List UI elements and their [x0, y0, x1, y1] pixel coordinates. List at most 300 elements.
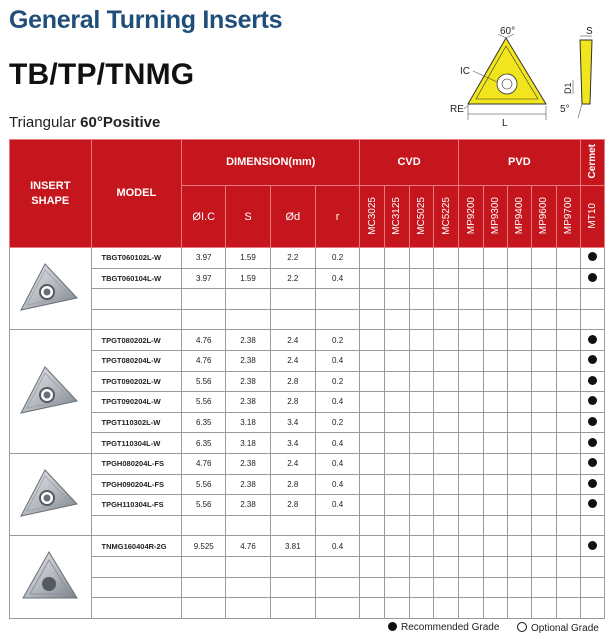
table-row	[10, 248, 605, 269]
insert-shape-cell	[10, 536, 92, 618]
grade-cell	[532, 309, 556, 330]
header-grade-mc3025: MC3025	[360, 186, 385, 248]
header-dim-1: S	[226, 186, 270, 248]
tbgt-insert-icon	[15, 258, 85, 318]
table-row	[10, 515, 605, 536]
grade-cell	[556, 536, 580, 557]
recommended-dot-icon	[588, 376, 597, 385]
recommended-dot-icon	[588, 252, 597, 261]
grade-cell	[360, 556, 385, 577]
header-dimension: DIMENSION(mm)	[182, 140, 360, 186]
model-cell: TBGT060104L-W	[91, 268, 182, 289]
dim-s-cell: 1.59	[226, 268, 270, 289]
grade-cell	[458, 453, 483, 474]
model-cell: TPGH090204L-FS	[91, 474, 182, 495]
dim-d-cell	[270, 577, 315, 598]
grade-cell	[384, 474, 409, 495]
grade-mt10-cell	[580, 577, 604, 598]
grade-mt10-cell	[580, 495, 604, 516]
dim-ic-cell	[182, 556, 226, 577]
model-cell	[91, 515, 182, 536]
model-cell: TPGH110304L-FS	[91, 495, 182, 516]
grade-cell	[532, 474, 556, 495]
grade-cell	[384, 309, 409, 330]
grade-cell	[556, 371, 580, 392]
dim-r-cell	[315, 577, 359, 598]
grade-cell	[384, 577, 409, 598]
header-dim-0: ØI.C	[182, 186, 226, 248]
grade-cell	[484, 536, 508, 557]
grade-mt10-cell	[580, 248, 604, 269]
dim-s-cell: 2.38	[226, 330, 270, 351]
table-row	[10, 495, 605, 516]
tpgt-insert-icon	[15, 361, 85, 421]
grade-mt10-cell	[580, 268, 604, 289]
grade-cell	[360, 392, 385, 413]
grade-cell	[458, 392, 483, 413]
grade-cell	[458, 577, 483, 598]
grade-mt10-cell	[580, 598, 604, 619]
grade-cell	[384, 268, 409, 289]
grade-cell	[384, 350, 409, 371]
dim-s-cell	[226, 309, 270, 330]
dim-d-cell	[270, 289, 315, 310]
dim-s-cell: 3.18	[226, 433, 270, 454]
grade-cell	[409, 433, 434, 454]
grade-cell	[360, 577, 385, 598]
recommended-dot-icon	[588, 438, 597, 447]
header-grade-mp9600: MP9600	[532, 186, 556, 248]
grade-cell	[532, 598, 556, 619]
grade-cell	[360, 515, 385, 536]
grade-cell	[532, 248, 556, 269]
grade-cell	[556, 248, 580, 269]
grade-cell	[484, 556, 508, 577]
dim-d-cell	[270, 515, 315, 536]
grade-cell	[458, 474, 483, 495]
grade-cell	[508, 556, 532, 577]
grade-cell	[409, 577, 434, 598]
grade-cell	[532, 433, 556, 454]
optional-ring-icon	[517, 622, 527, 632]
grade-cell	[556, 350, 580, 371]
table-row	[10, 350, 605, 371]
dim-d-cell: 2.8	[270, 392, 315, 413]
grade-cell	[458, 495, 483, 516]
grade-cell	[484, 515, 508, 536]
grade-cell	[458, 412, 483, 433]
grade-cell	[360, 268, 385, 289]
recommended-dot-icon	[588, 355, 597, 364]
recommended-dot-icon	[588, 458, 597, 467]
grade-cell	[360, 536, 385, 557]
model-cell	[91, 577, 182, 598]
model-cell: TPGT080202L-W	[91, 330, 182, 351]
grade-cell	[458, 309, 483, 330]
grade-cell	[434, 350, 459, 371]
dim-d-cell: 2.8	[270, 495, 315, 516]
recommended-dot-icon	[588, 417, 597, 426]
dim-r-cell: 0.4	[315, 350, 359, 371]
recommended-dot-icon	[588, 499, 597, 508]
grade-cell	[434, 536, 459, 557]
grade-mt10-cell	[580, 289, 604, 310]
table-row	[10, 577, 605, 598]
table-row	[10, 598, 605, 619]
header-cvd: CVD	[360, 140, 459, 186]
grade-cell	[409, 536, 434, 557]
grade-cell	[484, 371, 508, 392]
dim-r-cell: 0.4	[315, 392, 359, 413]
table-row	[10, 453, 605, 474]
grade-cell	[508, 474, 532, 495]
grade-cell	[434, 598, 459, 619]
header-pvd: PVD	[458, 140, 580, 186]
model-cell: TNMG160404R-2G	[91, 536, 182, 557]
grade-cell	[556, 433, 580, 454]
category-title: General Turning Inserts	[9, 6, 283, 34]
dim-d-cell: 2.4	[270, 350, 315, 371]
dim-ic-cell: 9.525	[182, 536, 226, 557]
grade-cell	[556, 289, 580, 310]
dim-r-cell	[315, 289, 359, 310]
grade-cell	[360, 309, 385, 330]
dim-d-cell: 2.4	[270, 453, 315, 474]
header-grade-mc5225: MC5225	[434, 186, 459, 248]
grade-cell	[556, 392, 580, 413]
grade-cell	[532, 536, 556, 557]
grade-cell	[532, 412, 556, 433]
grade-cell	[409, 412, 434, 433]
header-grade-mp9400: MP9400	[508, 186, 532, 248]
dim-ic-cell: 4.76	[182, 453, 226, 474]
grade-cell	[556, 309, 580, 330]
recommended-dot-icon	[588, 396, 597, 405]
grade-cell	[409, 330, 434, 351]
subtitle-prefix: Triangular	[9, 114, 76, 131]
dim-s-cell: 4.76	[226, 536, 270, 557]
header-dim-2: Ød	[270, 186, 315, 248]
grade-cell	[409, 248, 434, 269]
grade-cell	[532, 515, 556, 536]
header-dim-3: r	[315, 186, 359, 248]
grade-cell	[508, 433, 532, 454]
grade-cell	[532, 268, 556, 289]
grade-cell	[458, 248, 483, 269]
dim-r-cell: 0.4	[315, 268, 359, 289]
grade-cell	[458, 515, 483, 536]
grade-cell	[434, 474, 459, 495]
dim-s-cell	[226, 556, 270, 577]
grade-cell	[409, 268, 434, 289]
clearance-label: 5°	[560, 104, 570, 115]
grade-cell	[384, 330, 409, 351]
table-row	[10, 392, 605, 413]
dim-r-cell	[315, 515, 359, 536]
ic-label: IC	[460, 66, 470, 77]
insert-shape-cell	[10, 330, 92, 454]
recommended-dot-icon	[588, 335, 597, 344]
grade-cell	[434, 515, 459, 536]
grade-cell	[508, 515, 532, 536]
header-grade-mp9700: MP9700	[556, 186, 580, 248]
table-row	[10, 433, 605, 454]
model-cell: TPGT110302L-W	[91, 412, 182, 433]
table-row	[10, 536, 605, 557]
model-cell: TPGH080204L-FS	[91, 453, 182, 474]
model-cell: TPGT080204L-W	[91, 350, 182, 371]
dim-ic-cell: 4.76	[182, 350, 226, 371]
dim-s-cell	[226, 577, 270, 598]
dim-ic-cell	[182, 289, 226, 310]
model-cell	[91, 309, 182, 330]
grade-cell	[360, 330, 385, 351]
dim-d-cell: 2.8	[270, 371, 315, 392]
grade-cell	[360, 474, 385, 495]
dim-d-cell: 3.81	[270, 536, 315, 557]
grade-cell	[556, 412, 580, 433]
dim-r-cell: 0.4	[315, 433, 359, 454]
grade-cell	[434, 453, 459, 474]
dim-r-cell: 0.4	[315, 495, 359, 516]
grade-cell	[384, 453, 409, 474]
grade-cell	[434, 495, 459, 516]
table-row	[10, 556, 605, 577]
grade-cell	[384, 433, 409, 454]
grade-cell	[508, 536, 532, 557]
header-grade-mt10: MT10	[580, 186, 604, 248]
dim-s-cell: 3.18	[226, 412, 270, 433]
dim-s-cell: 2.38	[226, 453, 270, 474]
grade-cell	[434, 248, 459, 269]
grade-cell	[532, 453, 556, 474]
header-grade-mp9200: MP9200	[458, 186, 483, 248]
grade-cell	[360, 412, 385, 433]
grade-cell	[360, 289, 385, 310]
grade-cell	[532, 330, 556, 351]
dim-s-cell: 1.59	[226, 248, 270, 269]
grade-cell	[434, 556, 459, 577]
grade-cell	[458, 371, 483, 392]
grade-cell	[409, 350, 434, 371]
grade-cell	[409, 392, 434, 413]
dim-r-cell: 0.2	[315, 371, 359, 392]
table-row	[10, 474, 605, 495]
dim-s-cell: 2.38	[226, 392, 270, 413]
grade-cell	[458, 433, 483, 454]
grade-cell	[532, 556, 556, 577]
insert-spec-table	[9, 139, 605, 619]
grade-cell	[409, 556, 434, 577]
grade-cell	[409, 495, 434, 516]
dim-s-cell	[226, 289, 270, 310]
grade-mt10-cell	[580, 433, 604, 454]
dim-d-cell	[270, 598, 315, 619]
table-row	[10, 330, 605, 351]
dim-r-cell	[315, 309, 359, 330]
dim-ic-cell	[182, 598, 226, 619]
grade-mt10-cell	[580, 515, 604, 536]
grade-cell	[384, 598, 409, 619]
dim-d-cell: 2.8	[270, 474, 315, 495]
table-row	[10, 309, 605, 330]
insert-diagram	[440, 24, 606, 132]
dim-ic-cell: 6.35	[182, 412, 226, 433]
grade-cell	[409, 598, 434, 619]
recommended-dot-icon	[388, 622, 397, 631]
grade-cell	[508, 289, 532, 310]
grade-mt10-cell	[580, 412, 604, 433]
grade-cell	[508, 330, 532, 351]
dim-ic-cell: 3.97	[182, 248, 226, 269]
dim-r-cell: 0.2	[315, 248, 359, 269]
grade-cell	[434, 268, 459, 289]
model-cell	[91, 556, 182, 577]
grade-cell	[508, 495, 532, 516]
model-cell	[91, 289, 182, 310]
grade-mt10-cell	[580, 371, 604, 392]
grade-cell	[556, 556, 580, 577]
header-cermet: Cermet	[580, 140, 604, 186]
grade-mt10-cell	[580, 453, 604, 474]
grade-cell	[508, 412, 532, 433]
d1-label: D1	[563, 82, 573, 94]
grade-mt10-cell	[580, 392, 604, 413]
header-grade-mc5025: MC5025	[409, 186, 434, 248]
s-label: S	[586, 26, 593, 37]
grade-cell	[360, 495, 385, 516]
recommended-dot-icon	[588, 541, 597, 550]
dim-r-cell: 0.2	[315, 412, 359, 433]
grade-cell	[360, 371, 385, 392]
grade-cell	[508, 453, 532, 474]
recommended-dot-icon	[588, 273, 597, 282]
grade-cell	[458, 289, 483, 310]
dim-ic-cell: 5.56	[182, 495, 226, 516]
grade-cell	[409, 474, 434, 495]
grade-cell	[458, 350, 483, 371]
grade-mt10-cell	[580, 309, 604, 330]
grade-cell	[508, 248, 532, 269]
table-row	[10, 268, 605, 289]
grade-cell	[409, 371, 434, 392]
dim-r-cell: 0.2	[315, 330, 359, 351]
grade-cell	[484, 392, 508, 413]
grade-cell	[508, 371, 532, 392]
grade-cell	[434, 412, 459, 433]
l-label: L	[502, 118, 508, 129]
dim-s-cell: 2.38	[226, 350, 270, 371]
dim-ic-cell	[182, 309, 226, 330]
dim-s-cell	[226, 515, 270, 536]
grade-cell	[484, 433, 508, 454]
grade-cell	[508, 350, 532, 371]
grade-cell	[484, 412, 508, 433]
dim-ic-cell: 3.97	[182, 268, 226, 289]
model-cell: TPGT090202L-W	[91, 371, 182, 392]
model-cell	[91, 598, 182, 619]
grade-cell	[434, 371, 459, 392]
dim-r-cell: 0.4	[315, 536, 359, 557]
grade-cell	[532, 289, 556, 310]
grade-cell	[556, 598, 580, 619]
dim-d-cell: 3.4	[270, 412, 315, 433]
grade-cell	[360, 433, 385, 454]
table-row	[10, 371, 605, 392]
model-title: TB/TP/TNMG	[9, 58, 195, 91]
dim-r-cell	[315, 556, 359, 577]
grade-cell	[484, 268, 508, 289]
grade-cell	[409, 453, 434, 474]
grade-mt10-cell	[580, 556, 604, 577]
grade-cell	[484, 289, 508, 310]
grade-cell	[434, 577, 459, 598]
grade-cell	[384, 495, 409, 516]
grade-cell	[484, 577, 508, 598]
dim-ic-cell	[182, 515, 226, 536]
model-cell: TPGT090204L-W	[91, 392, 182, 413]
dim-d-cell: 3.4	[270, 433, 315, 454]
subtitle-bold: 60°Positive	[80, 114, 161, 131]
re-label: RE	[450, 104, 464, 115]
tpgh-insert-icon	[15, 464, 85, 524]
grade-cell	[532, 371, 556, 392]
grade-cell	[384, 289, 409, 310]
grade-cell	[484, 495, 508, 516]
dim-s-cell	[226, 598, 270, 619]
grade-cell	[556, 495, 580, 516]
grade-cell	[556, 268, 580, 289]
grade-cell	[360, 248, 385, 269]
grade-cell	[556, 515, 580, 536]
legend-optional: Optional Grade	[517, 622, 599, 634]
dim-d-cell	[270, 556, 315, 577]
grade-cell	[384, 371, 409, 392]
angle-label: 60°	[500, 26, 516, 37]
grade-cell	[384, 515, 409, 536]
dim-r-cell: 0.4	[315, 453, 359, 474]
dim-ic-cell	[182, 577, 226, 598]
insert-shape-cell	[10, 453, 92, 535]
dim-d-cell	[270, 309, 315, 330]
grade-cell	[484, 309, 508, 330]
grade-cell	[484, 330, 508, 351]
grade-cell	[458, 598, 483, 619]
grade-cell	[508, 598, 532, 619]
grade-cell	[532, 392, 556, 413]
grade-cell	[458, 330, 483, 351]
grade-cell	[360, 350, 385, 371]
dim-r-cell: 0.4	[315, 474, 359, 495]
grade-mt10-cell	[580, 330, 604, 351]
grade-cell	[384, 556, 409, 577]
grade-cell	[532, 495, 556, 516]
grade-cell	[556, 330, 580, 351]
grade-cell	[434, 309, 459, 330]
dim-ic-cell: 6.35	[182, 433, 226, 454]
grade-cell	[484, 350, 508, 371]
grade-cell	[532, 350, 556, 371]
dim-s-cell: 2.38	[226, 474, 270, 495]
grade-cell	[556, 474, 580, 495]
dim-d-cell: 2.2	[270, 248, 315, 269]
grade-cell	[384, 392, 409, 413]
grade-cell	[532, 577, 556, 598]
dim-d-cell: 2.2	[270, 268, 315, 289]
grade-cell	[458, 536, 483, 557]
legend-recommended: Recommended Grade	[388, 622, 499, 633]
grade-cell	[434, 330, 459, 351]
